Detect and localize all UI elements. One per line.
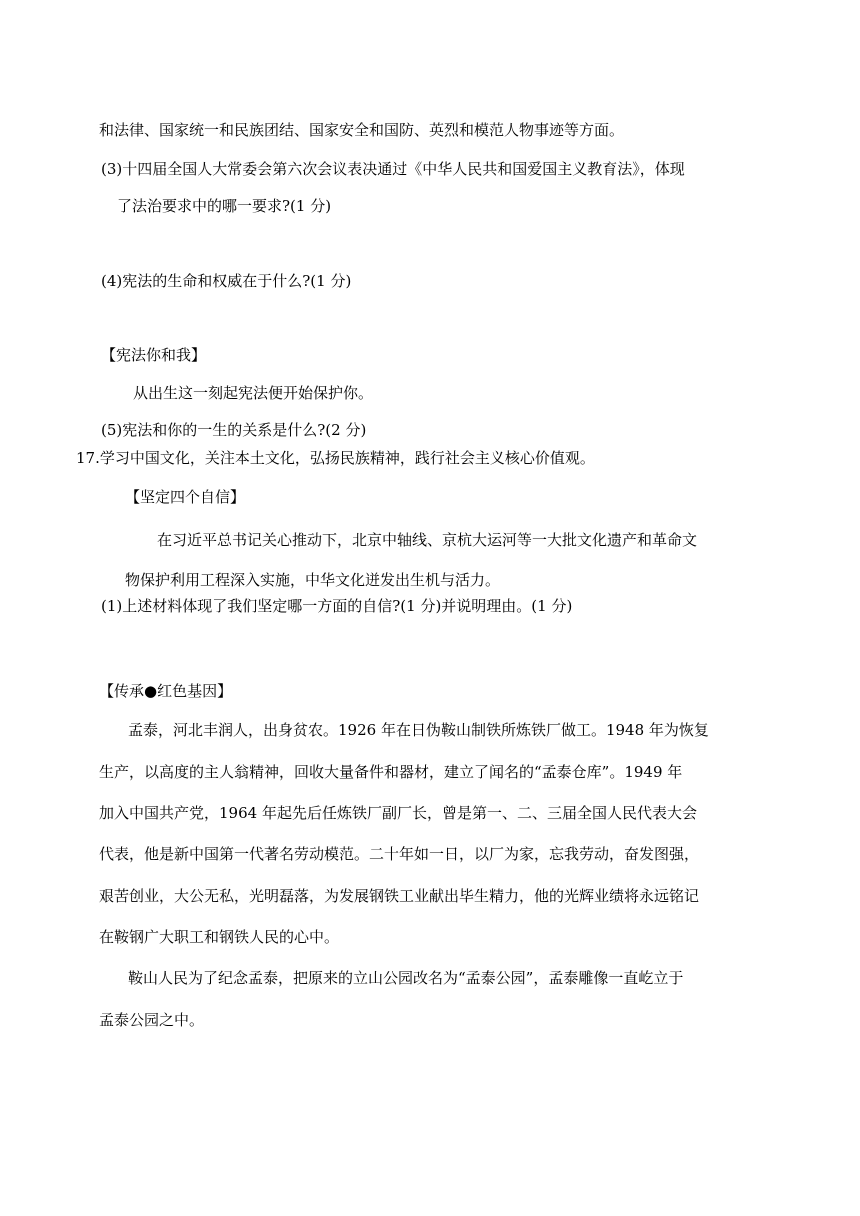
section-heading-constitution: 【宪法你和我】 (101, 346, 207, 364)
mengtai-paragraph-line-2: 生产，以高度的主人翁精神，回收大量备件和器材，建立了闻名的“孟泰仓库”。1949 年 (99, 763, 683, 781)
section-heading-red-gene: 【传承●红色基因】 (99, 682, 233, 700)
mengtai-paragraph-line-4: 代表，他是新中国第一代著名劳动模范。二十年如一日，以厂为家，忘我劳动，奋发图强， (99, 845, 700, 863)
section-heading-confidence: 【坚定四个自信】 (125, 488, 246, 506)
text-line-laws: 和法律、国家统一和民族团结、国家安全和国防、英烈和模范人物事迹等方面。 (99, 121, 625, 139)
mengtai-paragraph-line-3: 加入中国共产党，1964 年起先后任炼铁厂副厂长，曾是第一、二、三届全国人民代表大会 (99, 804, 697, 822)
constitution-material: 从出生这一刻起宪法便开始保护你。 (133, 384, 374, 402)
question-17: 17.学习中国文化，关注本土文化，弘扬民族精神，践行社会主义核心价值观。 (76, 449, 595, 467)
memorial-paragraph-line-1: 鞍山人民为了纪念孟泰，把原来的立山公园改名为“孟泰公园”，孟泰雕像一直屹立于 (128, 969, 684, 987)
question-3-line-1: (3)十四届全国人大常委会第六次会议表决通过《中华人民共和国爱国主义教育法》，体现 (101, 160, 685, 178)
mengtai-paragraph-line-5: 艰苦创业，大公无私，光明磊落，为发展钢铁工业献出毕生精力，他的光辉业绩将永远铭记 (99, 887, 700, 905)
confidence-material-line-1: 在习近平总书记关心推动下，北京中轴线、京杭大运河等一大批文化遗产和革命文 (157, 531, 698, 549)
mengtai-paragraph-line-6: 在鞍钢广大职工和钢铁人民的心中。 (99, 928, 340, 946)
confidence-material-line-2: 物保护利用工程深入实施，中华文化迸发出生机与活力。 (125, 571, 501, 589)
mengtai-paragraph-line-1: 孟泰，河北丰润人，出身贫农。1926 年在日伪鞍山制铁所炼铁厂做工。1948 年为恢复 (128, 721, 709, 739)
memorial-paragraph-line-2: 孟泰公园之中。 (99, 1011, 205, 1029)
question-17-1: (1)上述材料体现了我们坚定哪一方面的自信?(1 分)并说明理由。(1 分) (101, 597, 573, 615)
question-5: (5)宪法和你的一生的关系是什么?(2 分) (101, 421, 367, 439)
question-3-line-2: 了法治要求中的哪一要求?(1 分) (117, 197, 332, 215)
question-4: (4)宪法的生命和权威在于什么?(1 分) (101, 272, 352, 290)
